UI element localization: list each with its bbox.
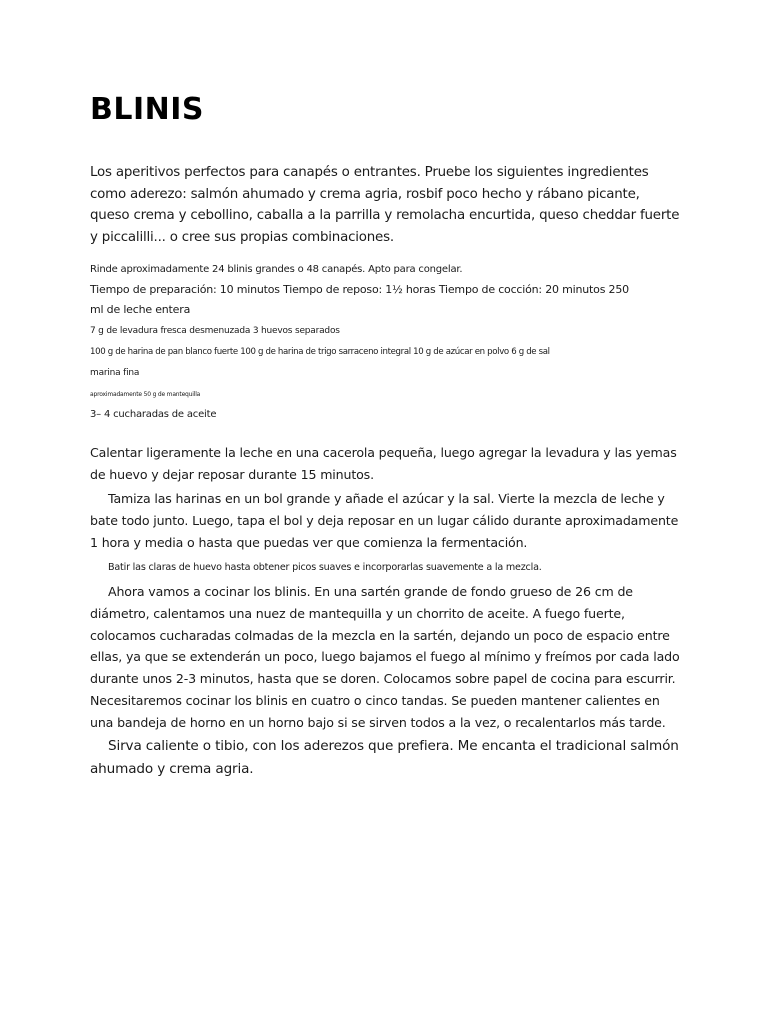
times-line-continued: ml de leche entera bbox=[90, 303, 191, 316]
method-step-4: Ahora vamos a cocinar los blinis. En una sartén grande de fondo grueso de 26 cm de diámetro, calentamos una nuez de mantequilla y un chorrito de aceite. A fuego fuerte, colocamos cucharadas colmadas de la mezcla en la sartén, dejando un poco de espacio entre ellas, ya que se extenderán un poco, luego bajamos el fuego al mínimo y freímos por cada lado durante unos 2-3 minutos, hasta que se doren. Colocamos sobre papel de cocina para escurrir. Necesitaremos cocinar los blinis en cuatro o cinco tandas. Se pueden mantener calientes en una bandeja de horno en un horno bajo si se sirven todos a la vez, o recalentarlos más tarde. bbox=[90, 584, 680, 730]
ingredients-line: aproximadamente 50 g de mantequilla bbox=[90, 391, 201, 398]
ingredients-line: 7 g de levadura fresca desmenuzada 3 huevos separados bbox=[90, 326, 340, 336]
ingredients-line: 3– 4 cucharadas de aceite bbox=[90, 409, 217, 420]
method-step-2: Tamiza las harinas en un bol grande y añade el azúcar y la sal. Vierte la mezcla de leche y bate todo junto. Luego, tapa el bol y deja reposar en un lugar cálido durante aproximadamente 1 hora y media o hasta que puedas ver que comienza la fermentación. bbox=[90, 491, 679, 550]
yield-note: Rinde aproximadamente 24 blinis grandes o 48 canapés. Apto para congelar. bbox=[90, 264, 463, 275]
method-step-1: Calentar ligeramente la leche en una cacerola pequeña, luego agregar la levadura y las yemas de huevo y dejar reposar durante 15 minutos. bbox=[90, 445, 677, 482]
serving-suggestion: Sirva caliente o tibio, con los aderezos que prefiera. Me encanta el tradicional salmón ahumado y crema agria. bbox=[90, 738, 679, 777]
intro-paragraph: Los aperitivos perfectos para canapés o entrantes. Pruebe los siguientes ingredientes como aderezo: salmón ahumado y crema agria, rosbif poco hecho y rábano picante, queso crema y cebollino, caballa a la parrilla y remolacha encurtida, queso cheddar fuerte y piccalilli... o cree sus propias combinaciones. bbox=[90, 165, 680, 245]
ingredients-line: marina fina bbox=[90, 368, 140, 378]
method-step-3: Batir las claras de huevo hasta obtener picos suaves e incorporarlas suavemente a la mezcla. bbox=[108, 562, 542, 573]
times-line: Tiempo de preparación: 10 minutos Tiempo de reposo: 1½ horas Tiempo de cocción: 20 minutos 250 bbox=[90, 283, 629, 296]
recipe-title: BLINIS bbox=[90, 92, 205, 127]
ingredients-line: 100 g de harina de pan blanco fuerte 100 g de harina de trigo sarraceno integral 10 g de azúcar en polvo 6 g de sal bbox=[90, 347, 550, 357]
